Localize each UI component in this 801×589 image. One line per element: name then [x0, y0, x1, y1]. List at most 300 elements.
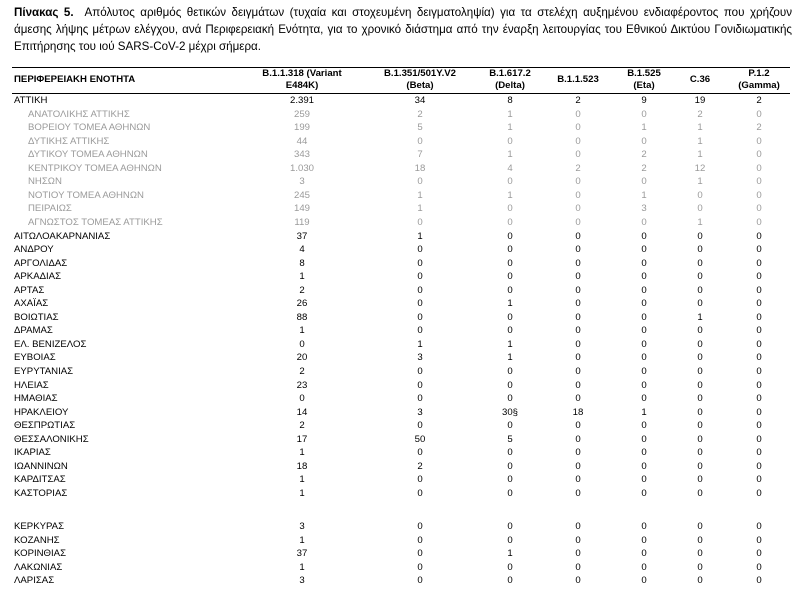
cell-value: 2	[299, 420, 305, 432]
cell-value: 2	[299, 284, 305, 296]
cell-value: 2	[641, 149, 647, 161]
header-b11318: B.1.1.318 (Variant E484K)	[262, 68, 342, 91]
cell-value: 2	[756, 122, 762, 134]
cell-value: 0	[756, 352, 762, 364]
cell-value: 0	[697, 406, 703, 418]
table-subrow	[0, 135, 801, 149]
cell-value: 0	[507, 325, 513, 337]
cell-value: 0	[417, 379, 423, 391]
row-region-name: ΝΟΤΙΟΥ ΤΟΜΕΑ ΑΘΗΝΩΝ	[28, 189, 144, 201]
cell-value: 0	[507, 521, 513, 533]
cell-value: 0	[697, 474, 703, 486]
cell-value: 5	[417, 122, 423, 134]
table-row	[0, 419, 801, 433]
cell-value: 0	[575, 393, 581, 405]
cell-value: 26	[296, 298, 308, 310]
cell-value: 199	[293, 122, 310, 134]
cell-value: 0	[575, 257, 581, 269]
cell-value: 1	[417, 338, 423, 350]
cell-value: 30§	[501, 406, 518, 418]
table-subrow	[0, 121, 801, 135]
cell-value: 0	[417, 575, 423, 587]
row-region-name: ΗΡΑΚΛΕΙΟΥ	[14, 406, 69, 418]
cell-value: 2	[417, 108, 423, 120]
cell-value: 0	[417, 420, 423, 432]
row-region-name: ΙΩΑΝΝΙΝΩΝ	[14, 460, 68, 472]
cell-value: 23	[296, 379, 308, 391]
cell-value: 0	[575, 135, 581, 147]
row-region-name: ΑΡΓΟΛΙΔΑΣ	[14, 257, 68, 269]
cell-value: 1	[299, 325, 305, 337]
cell-value: 1	[507, 548, 513, 560]
cell-value: 34	[414, 95, 426, 106]
table-subrow	[0, 108, 801, 122]
cell-value: 1.030	[289, 162, 314, 174]
cell-value: 0	[575, 561, 581, 573]
cell-value: 0	[641, 575, 647, 587]
table-row	[0, 406, 801, 420]
table-row	[0, 284, 801, 298]
cell-value: 0	[417, 534, 423, 546]
row-region-name: ΚΕΡΚΥΡΑΣ	[14, 521, 65, 533]
row-region-name: ΕΥΡΥΤΑΝΙΑΣ	[14, 366, 74, 377]
cell-value: 1	[507, 122, 513, 134]
cell-value: 0	[417, 325, 423, 337]
row-region-name: ΝΗΣΩΝ	[28, 176, 62, 188]
cell-value: 1	[417, 203, 423, 215]
cell-value: 0	[641, 216, 647, 228]
cell-value: 1	[697, 176, 703, 188]
cell-value: 0	[575, 203, 581, 215]
cell-value: 0	[507, 487, 513, 499]
cell-value: 0	[575, 366, 581, 377]
cell-value: 0	[756, 271, 762, 283]
cell-value: 0	[756, 108, 762, 120]
row-region-name: ΚΟΡΙΝΘΙΑΣ	[14, 548, 67, 560]
cell-value: 0	[641, 393, 647, 405]
table-row	[0, 324, 801, 338]
header-b16172: B.1.617.2 (Delta)	[489, 68, 531, 91]
cell-value: 0	[697, 561, 703, 573]
cell-value: 0	[756, 420, 762, 432]
cell-value: 0	[507, 257, 513, 269]
cell-value: 0	[697, 189, 703, 201]
cell-value: 5	[507, 433, 513, 445]
cell-value: 12	[694, 162, 706, 174]
row-region-name: ΒΟΙΩΤΙΑΣ	[14, 311, 59, 323]
cell-value: 3	[417, 406, 423, 418]
cell-value: 0	[507, 311, 513, 323]
table-row	[0, 433, 801, 447]
cell-value: 50	[414, 433, 426, 445]
cell-value: 2	[575, 95, 581, 106]
cell-value: 0	[697, 284, 703, 296]
cell-value: 1	[507, 338, 513, 350]
header-b1351: B.1.351/501Y.V2 (Beta)	[383, 68, 456, 91]
cell-value: 0	[641, 474, 647, 486]
cell-value: 1	[641, 406, 647, 418]
cell-value: 9	[641, 95, 647, 106]
cell-value: 0	[417, 176, 423, 188]
row-region-name: ΛΑΡΙΣΑΣ	[14, 575, 55, 587]
cell-value: 0	[575, 122, 581, 134]
header-p12: P.1.2 (Gamma)	[738, 68, 780, 91]
cell-value: 0	[756, 521, 762, 533]
row-region-name: ΕΛ. ΒΕΝΙΖΕΛΟΣ	[14, 338, 87, 350]
cell-value: 0	[641, 548, 647, 560]
cell-value: 0	[575, 487, 581, 499]
cell-value: 0	[697, 257, 703, 269]
cell-value: 119	[294, 216, 310, 228]
cell-value: 0	[641, 284, 647, 296]
cell-value: 1	[299, 487, 305, 499]
cell-value: 1	[299, 534, 305, 546]
row-region-name: ΑΧΑΪΑΣ	[14, 298, 49, 310]
cell-value: 0	[697, 433, 703, 445]
cell-value: 0	[641, 298, 647, 310]
row-region-name: ΔΥΤΙΚΗΣ ΑΤΤΙΚΗΣ	[28, 135, 110, 147]
cell-value: 3	[417, 352, 423, 364]
cell-value: 0	[417, 548, 423, 560]
cell-value: 259	[293, 108, 310, 120]
cell-value: 18	[414, 162, 426, 174]
cell-value: 19	[694, 95, 706, 106]
header-c36: C.36	[689, 74, 711, 85]
cell-value: 0	[641, 433, 647, 445]
table-row	[0, 574, 801, 588]
table-subrow	[0, 189, 801, 203]
cell-value: 0	[575, 460, 581, 472]
cell-value: 0	[575, 548, 581, 560]
cell-value: 1	[641, 122, 647, 134]
cell-value: 0	[697, 271, 703, 283]
cell-value: 3	[299, 176, 305, 188]
cell-value: 0	[697, 393, 703, 405]
cell-value: 3	[299, 521, 305, 533]
cell-value: 0	[575, 338, 581, 350]
cell-value: 0	[575, 271, 581, 283]
cell-value: 2	[641, 162, 647, 174]
table-subrow	[0, 175, 801, 189]
cell-value: 0	[575, 379, 581, 391]
cell-value: 0	[641, 460, 647, 472]
row-region-name: ΑΡΤΑΣ	[14, 284, 45, 296]
cell-value: 0	[641, 534, 647, 546]
cell-value: 3	[299, 575, 305, 587]
cell-value: 0	[417, 216, 423, 228]
cell-value: 0	[756, 487, 762, 499]
header-b11523: B.1.1.523	[557, 74, 599, 85]
cell-value: 1	[507, 298, 513, 310]
cell-value: 0	[756, 216, 762, 228]
cell-value: 0	[756, 433, 762, 445]
cell-value: 0	[641, 325, 647, 337]
cell-value: 0	[417, 487, 423, 499]
cell-value: 1	[507, 108, 513, 120]
cell-value: 0	[756, 379, 762, 391]
cell-value: 14	[296, 406, 308, 418]
cell-value: 1	[299, 271, 305, 283]
cell-value: 0	[641, 521, 647, 533]
cell-value: 0	[575, 474, 581, 486]
header-region: ΠΕΡΙΦΕΡΕΙΑΚΗ ΕΝΟΤΗΤΑ	[14, 74, 136, 85]
cell-value: 1	[507, 149, 513, 161]
cell-value: 0	[697, 298, 703, 310]
caption-label: Πίνακας 5.	[14, 6, 74, 19]
cell-value: 0	[417, 366, 423, 377]
table-subrow	[0, 162, 801, 176]
cell-value: 2	[575, 162, 581, 174]
cell-value: 0	[756, 298, 762, 310]
caption-text: Απόλυτος αριθμός θετικών δειγμάτων (τυχαία και στοχευμένη δειγματοληψία) για τα στελέχη αυξημένου ενδιαφέροντος που χρήζουν άμεσης λήψης μέτρων ελέγχου, ανά Περιφερειακή Ενότητα, για το χρονικό διάστημα από την έναρξη λειτουργίας του Εθνικού Δικτύου Γονιδιωματικής Επιτήρησης του ιού SARS-CoV-2 μέχρι σήμερα.	[14, 6, 792, 53]
cell-value: 7	[417, 149, 423, 161]
cell-value: 1	[299, 447, 305, 459]
cell-value: 0	[641, 176, 647, 188]
table-row	[0, 338, 801, 352]
cell-value: 0	[575, 420, 581, 432]
cell-value: 20	[296, 352, 308, 364]
cell-value: 0	[697, 548, 703, 560]
cell-value: 0	[756, 284, 762, 296]
cell-value: 149	[293, 203, 310, 215]
cell-value: 0	[697, 487, 703, 499]
cell-value: 1	[697, 149, 703, 161]
cell-value: 18	[572, 406, 584, 418]
cell-value: 8	[507, 95, 513, 106]
cell-value: 0	[575, 108, 581, 120]
cell-value: 1	[299, 474, 305, 486]
cell-value: 0	[756, 325, 762, 337]
cell-value: 0	[417, 447, 423, 459]
cell-value: 3	[641, 203, 647, 215]
cell-value: 0	[697, 447, 703, 459]
cell-value: 0	[697, 244, 703, 256]
cell-value: 0	[697, 325, 703, 337]
cell-value: 0	[756, 338, 762, 350]
cell-value: 0	[507, 393, 513, 405]
cell-value: 0	[697, 352, 703, 364]
cell-value: 0	[507, 447, 513, 459]
cell-value: 0	[756, 176, 762, 188]
cell-value: 343	[293, 149, 310, 161]
cell-value: 0	[641, 352, 647, 364]
cell-value: 8	[299, 257, 305, 269]
cell-value: 0	[507, 216, 513, 228]
row-region-name: ΔΡΑΜΑΣ	[14, 325, 53, 337]
cell-value: 1	[299, 561, 305, 573]
cell-value: 0	[641, 271, 647, 283]
cell-value: 0	[417, 561, 423, 573]
cell-value: 0	[507, 575, 513, 587]
cell-value: 0	[756, 393, 762, 405]
cell-value: 1	[507, 189, 513, 201]
cell-value: 0	[697, 366, 703, 377]
cell-value: 0	[575, 521, 581, 533]
table-row	[0, 547, 801, 561]
cell-value: 0	[575, 575, 581, 587]
cell-value: 0	[641, 135, 647, 147]
row-region-name: ΗΛΕΙΑΣ	[14, 379, 49, 391]
cell-value: 0	[756, 162, 762, 174]
cell-value: 0	[756, 575, 762, 587]
cell-value: 88	[296, 311, 308, 323]
row-region-name: ΕΥΒΟΙΑΣ	[14, 352, 56, 364]
table-row	[0, 257, 801, 271]
table-row	[0, 243, 801, 257]
cell-value: 0	[507, 366, 513, 377]
cell-value: 0	[756, 474, 762, 486]
cell-value: 0	[697, 575, 703, 587]
row-region-name: ΛΑΚΩΝΙΑΣ	[14, 561, 63, 573]
cell-value: 0	[697, 460, 703, 472]
cell-value: 0	[417, 521, 423, 533]
cell-value: 0	[575, 149, 581, 161]
cell-value: 0	[756, 203, 762, 215]
cell-value: 1	[417, 230, 423, 242]
cell-value: 0	[299, 393, 305, 405]
cell-value: 0	[756, 244, 762, 256]
row-region-name: ΒΟΡΕΙΟΥ ΤΟΜΕΑ ΑΘΗΝΩΝ	[28, 122, 151, 134]
table-subrow	[0, 202, 801, 216]
row-region-name: ΘΕΣΣΑΛΟΝΙΚΗΣ	[14, 433, 89, 445]
cell-value: 37	[296, 230, 308, 242]
cell-value: 0	[507, 474, 513, 486]
table-row	[0, 230, 801, 244]
cell-value: 0	[641, 379, 647, 391]
cell-value: 0	[575, 284, 581, 296]
cell-value: 0	[507, 284, 513, 296]
cell-value: 0	[417, 244, 423, 256]
table-row	[0, 446, 801, 460]
cell-value: 44	[296, 135, 308, 147]
cell-value: 0	[507, 534, 513, 546]
cell-value: 4	[299, 244, 305, 256]
cell-value: 0	[507, 244, 513, 256]
cell-value: 1	[697, 135, 703, 147]
cell-value: 0	[507, 460, 513, 472]
row-region-name: ΑΙΤΩΛΟΑΚΑΡΝΑΝΙΑΣ	[14, 230, 111, 242]
cell-value: 0	[575, 176, 581, 188]
cell-value: 0	[641, 230, 647, 242]
table-row	[0, 520, 801, 534]
cell-value: 0	[575, 298, 581, 310]
table-row	[0, 561, 801, 575]
row-region-name: ΚΟΖΑΝΗΣ	[14, 534, 60, 546]
cell-value: 0	[507, 230, 513, 242]
row-region-name: ΠΕΙΡΑΙΩΣ	[28, 203, 72, 215]
cell-value: 17	[296, 433, 308, 445]
cell-value: 0	[697, 230, 703, 242]
table-subrow	[0, 216, 801, 230]
cell-value: 0	[697, 203, 703, 215]
cell-value: 0	[756, 135, 762, 147]
cell-value: 0	[756, 447, 762, 459]
cell-value: 0	[756, 366, 762, 377]
cell-value: 0	[641, 244, 647, 256]
cell-value: 0	[575, 230, 581, 242]
cell-value: 0	[575, 189, 581, 201]
cell-value: 0	[756, 561, 762, 573]
table-row	[0, 311, 801, 325]
row-region-name: ΑΝΑΤΟΛΙΚΗΣ ΑΤΤΙΚΗΣ	[28, 108, 130, 120]
cell-value: 0	[575, 447, 581, 459]
cell-value: 0	[417, 271, 423, 283]
table-row	[0, 94, 801, 108]
cell-value: 0	[756, 230, 762, 242]
row-region-name: ΑΓΝΩΣΤΟΣ ΤΟΜΕΑΣ ΑΤΤΙΚΗΣ	[28, 216, 163, 228]
cell-value: 0	[417, 311, 423, 323]
cell-value: 0	[641, 487, 647, 499]
cell-value: 4	[507, 162, 513, 174]
cell-value: 0	[507, 135, 513, 147]
row-region-name: ΚΑΣΤΟΡΙΑΣ	[14, 487, 68, 499]
cell-value: 0	[756, 257, 762, 269]
cell-value: 18	[296, 460, 308, 472]
cell-value: 2	[299, 366, 305, 377]
cell-value: 0	[697, 420, 703, 432]
cell-value: 2	[417, 460, 423, 472]
cell-value: 0	[697, 338, 703, 350]
cell-value: 0	[697, 534, 703, 546]
cell-value: 0	[417, 257, 423, 269]
cell-value: 0	[756, 534, 762, 546]
cell-value: 0	[299, 338, 305, 350]
cell-value: 0	[756, 311, 762, 323]
cell-value: 0	[641, 366, 647, 377]
cell-value: 0	[575, 216, 581, 228]
table-row	[0, 487, 801, 501]
cell-value: 0	[756, 189, 762, 201]
cell-value: 0	[756, 548, 762, 560]
cell-value: 0	[417, 393, 423, 405]
table-subrow	[0, 148, 801, 162]
header-b1525: B.1.525 (Eta)	[627, 68, 661, 91]
cell-value: 0	[697, 379, 703, 391]
cell-value: 0	[641, 108, 647, 120]
cell-value: 0	[697, 521, 703, 533]
row-region-name: ΚΕΝΤΡΙΚΟΥ ΤΟΜΕΑ ΑΘΗΝΩΝ	[28, 162, 162, 174]
cell-value: 0	[575, 325, 581, 337]
cell-value: 0	[507, 420, 513, 432]
cell-value: 1	[697, 122, 703, 134]
cell-value: 245	[293, 189, 310, 201]
cell-value: 0	[417, 284, 423, 296]
cell-value: 0	[575, 352, 581, 364]
row-region-name: ΚΑΡΔΙΤΣΑΣ	[14, 474, 66, 486]
row-region-name: ΙΚΑΡΙΑΣ	[14, 447, 51, 459]
cell-value: 0	[756, 406, 762, 418]
cell-value: 0	[417, 474, 423, 486]
cell-value: 0	[417, 135, 423, 147]
cell-value: 0	[641, 420, 647, 432]
table-row	[0, 460, 801, 474]
cell-value: 0	[641, 257, 647, 269]
cell-value: 0	[507, 271, 513, 283]
cell-value: 0	[641, 338, 647, 350]
cell-value: 0	[507, 379, 513, 391]
cell-value: 1	[697, 216, 703, 228]
table-row	[0, 270, 801, 284]
cell-value: 0	[507, 176, 513, 188]
cell-value: 0	[507, 203, 513, 215]
row-region-name: ΘΕΣΠΡΩΤΙΑΣ	[14, 420, 76, 432]
cell-value: 0	[575, 244, 581, 256]
cell-value: 0	[641, 447, 647, 459]
cell-value: 0	[641, 311, 647, 323]
cell-value: 1	[507, 352, 513, 364]
table-row	[0, 297, 801, 311]
cell-value: 0	[756, 149, 762, 161]
